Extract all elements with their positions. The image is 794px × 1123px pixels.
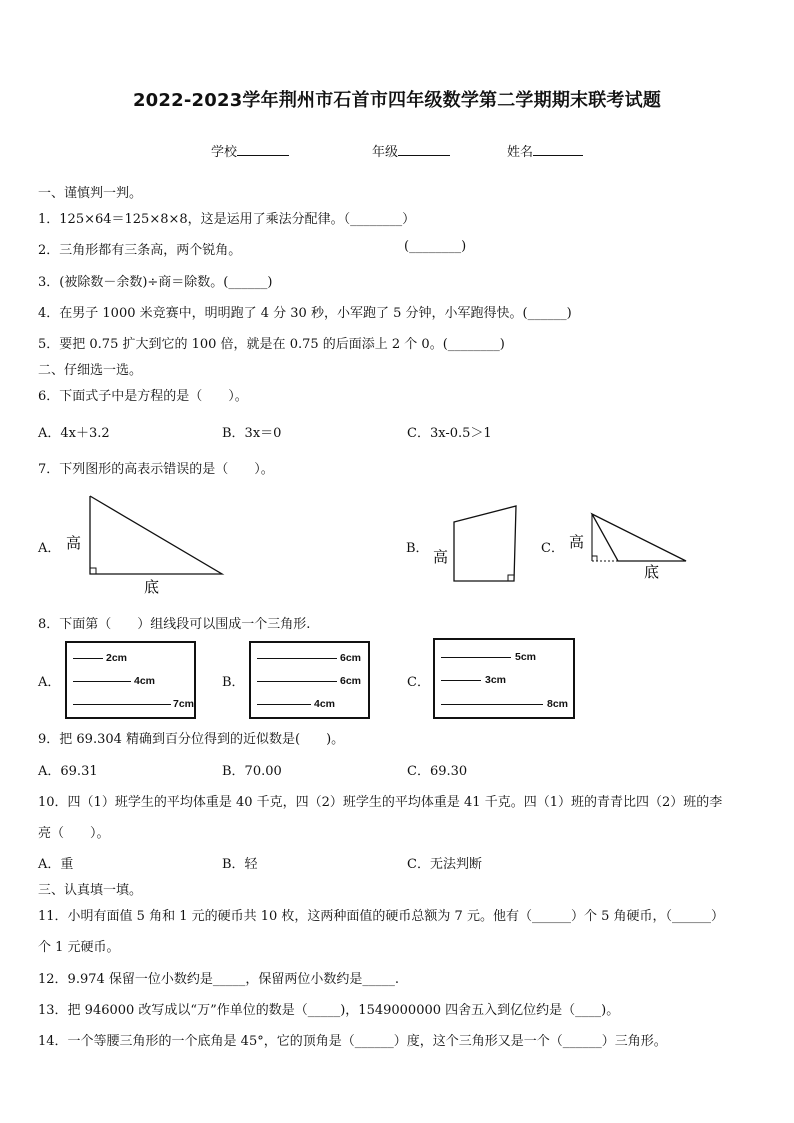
q8-group-a (65, 641, 196, 719)
q6-option-b: B．3x＝0 (222, 426, 282, 441)
q8a-label-2: 4cm (134, 675, 156, 687)
question-10-line-1: 10．四（1）班学生的平均体重是 40 千克，四（2）班学生的平均体重是 41 千克。四（1）班的青青比四（2）班的李 (38, 795, 723, 810)
section-2-heading: 二、仔细选一选。 (38, 363, 143, 378)
q7c-base-label: 底 (644, 563, 660, 581)
q8b-segment-2 (257, 681, 337, 682)
q7-option-b: B． (406, 541, 429, 556)
q8a-segment-3 (73, 704, 171, 705)
q7-option-a: A． (38, 541, 61, 556)
question-5: 5．要把 0.75 扩大到它的 100 倍，就是在 0.75 的后面添上 2 个 0。(________) (38, 337, 505, 352)
q8-option-b: B． (222, 675, 245, 690)
q8b-label-1: 6cm (340, 652, 362, 664)
q7-figure-b (428, 500, 524, 586)
question-14: 14．一个等腰三角形的一个底角是 45°，它的顶角是（______）度，这个三角形又是一个（______）三角形。 (38, 1034, 667, 1049)
q8c-label-2: 3cm (485, 674, 507, 686)
q8-group-b (249, 641, 370, 719)
q8c-segment-2 (441, 680, 481, 681)
question-12: 12．9.974 保留一位小数约是_____，保留两位小数约是_____. (38, 972, 400, 987)
q8-option-a: A． (38, 675, 61, 690)
q6-option-a: A．4x＋3.2 (38, 426, 110, 441)
question-6: 6．下面式子中是方程的是（ ）。 (38, 389, 248, 404)
school-label: 学校 (211, 145, 238, 160)
q7a-base-label: 底 (144, 578, 160, 596)
name-field[interactable] (507, 141, 583, 160)
q8-option-c: C． (407, 675, 430, 690)
q8a-label-1: 2cm (106, 652, 128, 664)
page-title: 2022-2023学年荆州市石首市四年级数学第二学期期末联考试题 (132, 90, 662, 111)
question-13: 13．把 946000 改写成以“万”作单位的数是（_____)，1549000000 四舍五入到亿位约是（____)。 (38, 1003, 620, 1018)
q7b-height-label: 高 (433, 548, 449, 566)
q7c-height-label: 高 (569, 533, 585, 551)
q8b-segment-3 (257, 704, 311, 705)
q8b-segment-1 (257, 658, 337, 659)
q7-figure-a (60, 490, 230, 598)
q8c-segment-3 (441, 704, 543, 705)
section-3-heading: 三、认真填一填。 (38, 883, 143, 898)
question-2: 2．三角形都有三条高，两个锐角。 (38, 243, 242, 258)
name-label: 姓名 (507, 145, 534, 160)
grade-field[interactable] (372, 141, 450, 160)
q8a-label-3: 7cm (173, 698, 195, 710)
q8a-segment-1 (73, 658, 103, 659)
q8c-label-1: 5cm (515, 651, 537, 663)
question-2-answer-blank: (________) (404, 239, 467, 254)
q8c-segment-1 (441, 657, 511, 658)
question-11-line-1: 11．小明有面值 5 角和 1 元的硬币共 10 枚，这两种面值的硬币总额为 7 元。他有（______）个 5 角硬币，（______） (38, 909, 724, 924)
question-11-line-2: 个 1 元硬币。 (38, 940, 120, 955)
q10-option-c: C．无法判断 (407, 857, 482, 872)
question-9: 9．把 69.304 精确到百分位得到的近似数是( )。 (38, 732, 345, 747)
question-4: 4．在男子 1000 米竞赛中，明明跑了 4 分 30 秒，小军跑了 5 分钟，小军跑得快。(______) (38, 306, 572, 321)
school-field[interactable] (211, 141, 289, 160)
question-7: 7．下列图形的高表示错误的是（ ）。 (38, 462, 274, 477)
q6-option-c: C．3x-0.5＞1 (407, 426, 492, 441)
q10-option-a: A．重 (38, 857, 74, 872)
grade-label: 年级 (372, 145, 399, 160)
section-1-heading: 一、谨慎判一判。 (38, 186, 143, 201)
question-10-line-2: 亮（ ）。 (38, 826, 110, 841)
q8a-segment-2 (73, 681, 131, 682)
question-1: 1．125×64＝125×8×8，这是运用了乘法分配律。（________） (38, 212, 416, 227)
q8-group-c (433, 638, 575, 719)
q8b-label-2: 6cm (340, 675, 362, 687)
q7a-height-label: 高 (66, 534, 82, 552)
question-3: 3．(被除数－余数)÷商＝除数。(______) (38, 275, 273, 290)
q7-figure-c (566, 506, 690, 584)
question-8: 8．下面第（ ）组线段可以围成一个三角形. (38, 617, 311, 632)
q8c-label-3: 8cm (547, 698, 569, 710)
q8b-label-3: 4cm (314, 698, 336, 710)
q9-option-c: C．69.30 (407, 764, 468, 779)
q9-option-a: A．69.31 (38, 764, 98, 779)
q9-option-b: B．70.00 (222, 764, 282, 779)
q7-option-c: C． (541, 541, 564, 556)
q10-option-b: B．轻 (222, 857, 258, 872)
